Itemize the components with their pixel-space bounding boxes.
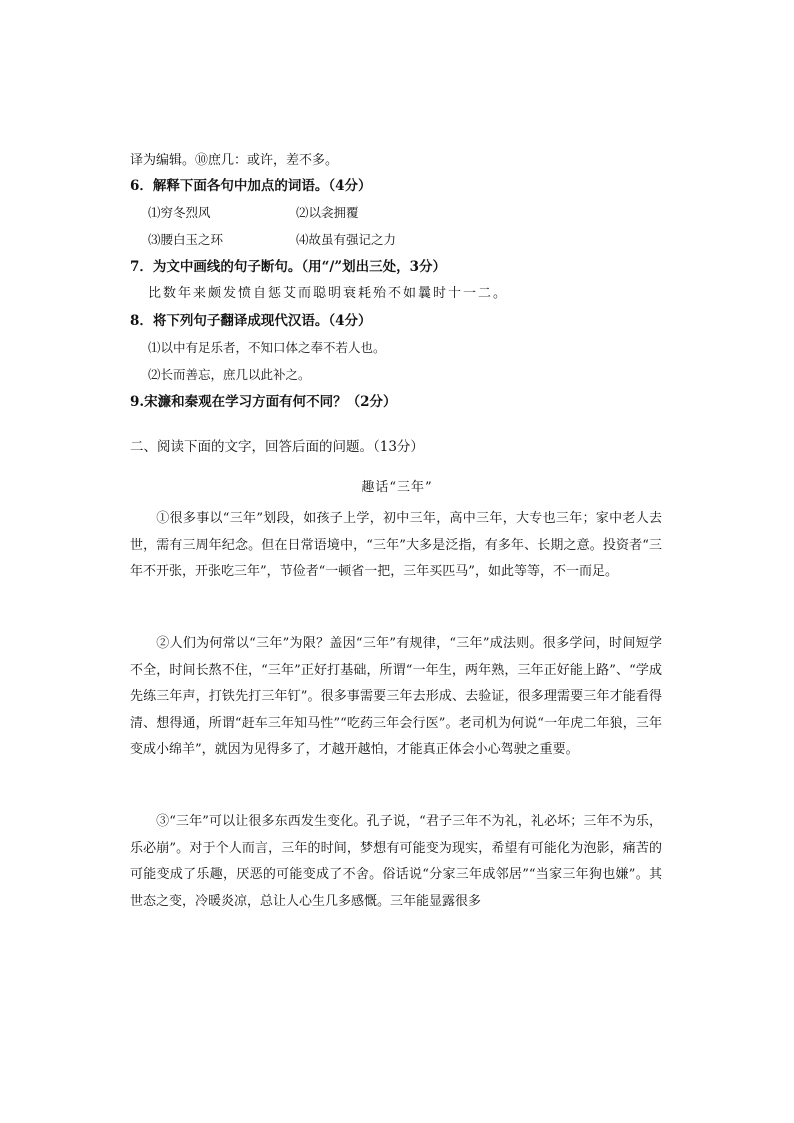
q6-option-1: ⑴穷冬烈风 [148,205,211,220]
paragraph-2 [130,631,662,764]
paragraph-1 [130,506,662,586]
top-note: 译为编辑。⑩庶几：或许，差不多。 [130,153,339,168]
question-6: 6．解释下面各句中加点的词语。（4分） [130,178,372,194]
article-title: 趣话“三年” [361,480,433,495]
question-8: 8．将下列句子翻译成现代汉语。（4分） [130,313,372,329]
q6-option-4: ⑷故虽有强记之力 [296,232,397,247]
question-7: 7．为文中画线的句子断句。（用“/”划出三处，3分） [130,259,446,275]
q7-sentence: 比数年来颇发愤自惩艾而聪明衰耗殆不如曩时十一二。 [148,286,509,301]
q6-option-2: ⑵以衾拥覆 [296,205,359,220]
question-9: 9.宋濂和秦观在学习方面有何不同？（2分） [130,394,397,410]
paragraph-2-text: ②人们为何常以“三年”为限？盖因“三年”有规律，“三年”成法则。很多学问，时间短学不全，时间长熬不住，“三年”正好打基础，所谓“一年生，两年熟，三年正好能上路”、“学成先练三年声，打铁先打三年钉”。很多事需要三年去形成、去验证，很多理需要三年才能看得清、想得通，所谓“赶车三年知马性”“吃药三年会行医”。老司机为何说“一年虎二年狼，三年变成小绵羊”，就因为见得多了，才越开越怕，才能真正体会小心驾驶之重要。 [130,636,662,757]
paragraph-1-text: ①很多事以“三年”划段，如孩子上学，初中三年，高中三年，大专也三年；家中老人去世，需有三周年纪念。但在日常语境中，“三年”大多是泛指，有多年、长期之意。投资者“三年不开张，开张吃三年”，节俭者“一顿省一把，三年买匹马”，如此等等，不一而足。 [130,511,662,579]
paragraph-3-text: ③“三年”可以让很多东西发生变化。孔子说，“君子三年不为礼，礼必坏；三年不为乐，乐必崩”。对于个人而言，三年的时间，梦想有可能变为现实，希望有可能化为泡影，痛苦的可能变成了乐趣，厌恶的可能变成了不舍。俗话说“分家三年成邻居”“当家三年狗也嫌”。其世态之变，冷暖炎凉，总让人心生几多感慨。三年能显露很多 [130,814,662,909]
paragraph-3 [130,809,662,915]
q8-item-2: ⑵长而善忘，庶几以此补之。 [148,367,311,382]
q6-option-3: ⑶腰白玉之环 [148,232,224,247]
q8-item-1: ⑴以中有足乐者，不知口体之奉不若人也。 [148,340,386,355]
section-heading: 二、阅读下面的文字，回答后面的问题。（13分） [130,439,424,455]
